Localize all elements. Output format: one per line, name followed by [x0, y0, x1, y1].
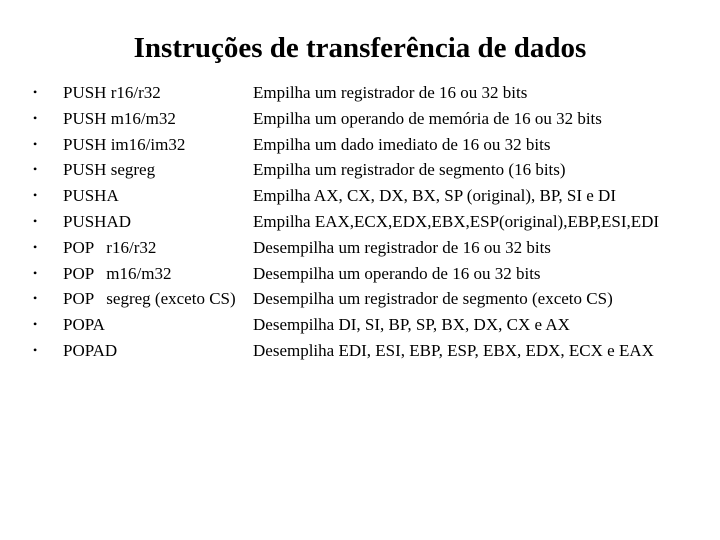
description-text: Empilha um registrador de segmento (16 bits) — [253, 160, 566, 180]
instruction-text: PUSHA — [63, 186, 119, 206]
list-item — [0, 312, 720, 338]
bullet-icon: • — [33, 317, 38, 332]
description-text: Desempilha um operando de 16 ou 32 bits — [253, 263, 541, 283]
description-text: Empilha um dado imediato de 16 ou 32 bits — [253, 134, 551, 154]
bullet-icon: • — [33, 265, 38, 280]
bullet-icon: • — [33, 162, 38, 177]
instruction-text: POPA — [63, 315, 105, 335]
bullet-icon: • — [33, 188, 38, 203]
instruction-text: PUSH m16/m32 — [63, 108, 176, 128]
instruction-text: POPAD — [63, 340, 118, 360]
bullet-icon: • — [33, 85, 38, 99]
instruction-text: POP m16/m32 — [63, 263, 172, 283]
list-item — [0, 183, 720, 209]
list-item — [0, 209, 720, 235]
instruction-text: PUSH im16/im32 — [63, 134, 186, 154]
instruction-text: PUSHAD — [63, 211, 132, 231]
list-item — [0, 157, 720, 183]
instruction-list — [0, 80, 720, 364]
bullet-icon: • — [33, 342, 38, 357]
description-text: Desempilha DI, SI, BP, SP, BX, DX, CX e AX — [253, 315, 570, 335]
description-text: Desempilha um registrador de 16 ou 32 bits — [253, 237, 551, 257]
list-item — [0, 80, 720, 106]
bullet-icon: • — [33, 239, 38, 254]
description-text: Empilha EAX,ECX,EDX,EBX,ESP(original),EBP,ESI,EDI — [253, 211, 660, 231]
slide-title: Instruções de transferência de dados — [133, 32, 587, 64]
description-text: Desempliha EDI, ESI, EBP, ESP, EBX, EDX, ECX e EAX — [253, 340, 654, 360]
instruction-text: POP segreg (exceto CS) — [63, 289, 236, 309]
instruction-text: PUSH r16/r32 — [63, 83, 161, 102]
description-text: Empilha um operando de memória de 16 ou 32 bits — [253, 108, 602, 128]
list-item — [0, 286, 720, 312]
description-text: Empilha AX, CX, DX, BX, SP (original), BP, SI e DI — [253, 186, 616, 206]
bullet-icon: • — [33, 213, 38, 228]
description-text: Empilha um registrador de 16 ou 32 bits — [253, 83, 528, 102]
bullet-icon: • — [33, 110, 38, 125]
list-item — [0, 338, 720, 364]
list-item — [0, 235, 720, 261]
instruction-text: POP r16/r32 — [63, 237, 157, 257]
description-text: Desempilha um registrador de segmento (exceto CS) — [253, 289, 613, 309]
bullet-icon: • — [33, 136, 38, 151]
bullet-icon: • — [33, 291, 38, 306]
list-item — [0, 106, 720, 132]
list-item — [0, 132, 720, 158]
list-item — [0, 261, 720, 287]
instruction-text: PUSH segreg — [63, 160, 156, 180]
